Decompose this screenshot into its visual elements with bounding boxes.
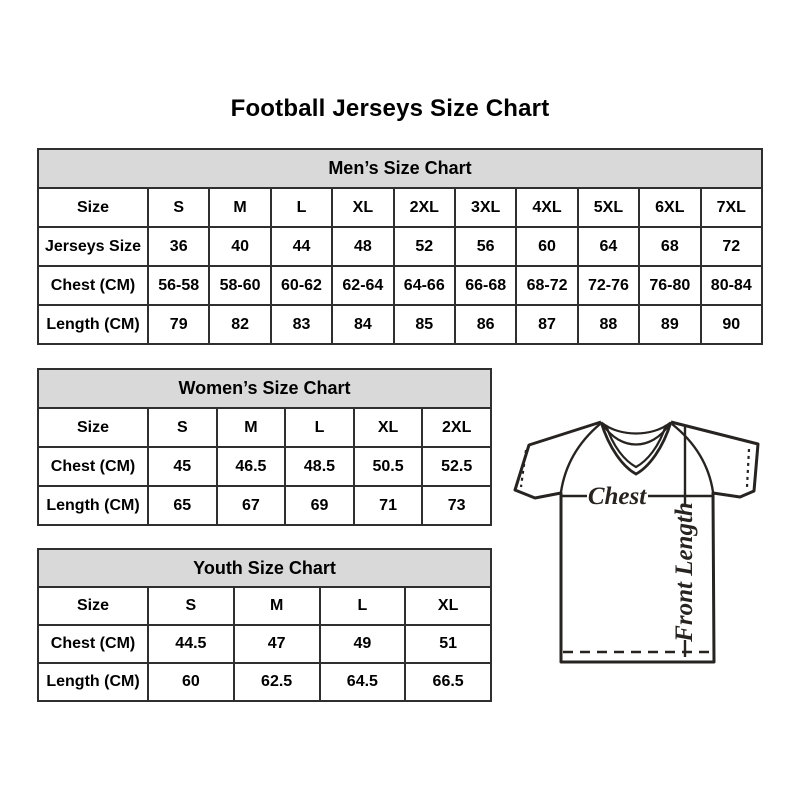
size-cell: 69 [285,486,354,525]
size-cell: 72 [701,227,762,266]
size-cell: 68 [639,227,700,266]
size-cell: 83 [271,305,332,344]
table-title: Youth Size Chart [38,549,491,587]
size-cell: 73 [422,486,491,525]
size-cell: 36 [148,227,209,266]
size-cell: 45 [148,447,217,486]
size-cell: 71 [354,486,423,525]
column-header: L [271,188,332,227]
size-cell: 56-58 [148,266,209,305]
jersey-outline-shape [515,422,758,662]
table-title: Women’s Size Chart [38,369,491,408]
size-cell: 90 [701,305,762,344]
table-row [38,266,762,305]
size-cell: 84 [332,305,393,344]
front-length-measure-label: Front Length [671,502,698,642]
column-header: 7XL [701,188,762,227]
column-header: M [217,408,286,447]
size-cell: 40 [209,227,270,266]
row-label: Length (CM) [38,486,148,525]
womens-size-table [37,368,492,526]
table-title: Men’s Size Chart [38,149,762,188]
size-cell: 48.5 [285,447,354,486]
jersey-diagram [495,395,780,680]
table-row [38,663,491,701]
table-row [38,625,491,663]
size-cell: 85 [394,305,455,344]
size-cell: 51 [405,625,491,663]
column-header: 5XL [578,188,639,227]
column-header: 2XL [394,188,455,227]
size-cell: 60-62 [271,266,332,305]
column-header: S [148,587,234,625]
column-header: 4XL [516,188,577,227]
column-header: M [209,188,270,227]
size-cell: 56 [455,227,516,266]
page-title: Football Jerseys Size Chart [230,95,550,122]
size-cell: 48 [332,227,393,266]
column-header: 2XL [422,408,491,447]
column-header: XL [354,408,423,447]
size-cell: 64 [578,227,639,266]
table-row [38,305,762,344]
row-label: Length (CM) [38,663,148,701]
table-title-row [38,549,491,587]
size-cell: 68-72 [516,266,577,305]
size-cell: 87 [516,305,577,344]
table-row [38,227,762,266]
size-cell: 49 [320,625,406,663]
column-header: 6XL [639,188,700,227]
size-cell: 88 [578,305,639,344]
row-label: Chest (CM) [38,447,148,486]
column-header: M [234,587,320,625]
size-cell: 86 [455,305,516,344]
size-cell: 60 [516,227,577,266]
size-cell: 47 [234,625,320,663]
corner-header: Size [38,408,148,447]
column-header: L [285,408,354,447]
size-cell: 79 [148,305,209,344]
column-header: L [320,587,406,625]
size-cell: 64-66 [394,266,455,305]
size-cell: 58-60 [209,266,270,305]
size-cell: 65 [148,486,217,525]
column-header-row [38,408,491,447]
size-cell: 50.5 [354,447,423,486]
size-cell: 76-80 [639,266,700,305]
size-cell: 62.5 [234,663,320,701]
size-cell: 64.5 [320,663,406,701]
column-header: XL [405,587,491,625]
size-cell: 52 [394,227,455,266]
size-cell: 72-76 [578,266,639,305]
table-row [38,486,491,525]
size-cell: 80-84 [701,266,762,305]
row-label: Chest (CM) [38,266,148,305]
chest-measure-label: Chest [587,483,647,510]
size-cell: 66-68 [455,266,516,305]
column-header: S [148,188,209,227]
size-cell: 82 [209,305,270,344]
table-title-row [38,149,762,188]
size-cell: 62-64 [332,266,393,305]
size-cell: 44 [271,227,332,266]
column-header-row [38,188,762,227]
size-cell: 44.5 [148,625,234,663]
table-title-row [38,369,491,408]
row-label: Jerseys Size [38,227,148,266]
column-header: S [148,408,217,447]
row-label: Chest (CM) [38,625,148,663]
size-cell: 67 [217,486,286,525]
youth-size-table [37,548,492,702]
column-header-row [38,587,491,625]
size-cell: 89 [639,305,700,344]
table-row [38,447,491,486]
size-cell: 46.5 [217,447,286,486]
column-header: 3XL [455,188,516,227]
row-label: Length (CM) [38,305,148,344]
size-cell: 60 [148,663,234,701]
size-cell: 66.5 [405,663,491,701]
size-cell: 52.5 [422,447,491,486]
corner-header: Size [38,188,148,227]
corner-header: Size [38,587,148,625]
mens-size-table [37,148,763,345]
column-header: XL [332,188,393,227]
